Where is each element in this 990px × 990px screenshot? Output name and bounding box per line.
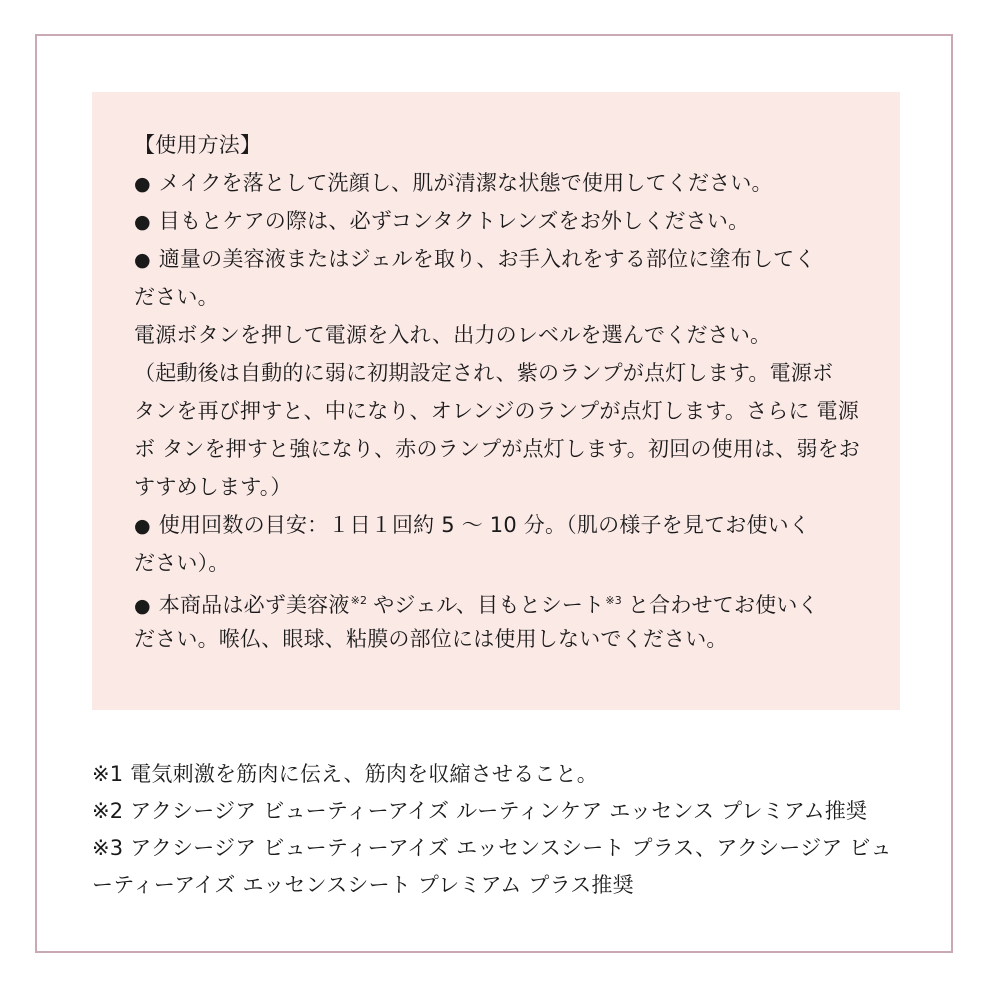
usage-text: すすめします。） [134, 475, 292, 499]
usage-text-continued: ださい）。 [134, 551, 230, 575]
footnote-ref: ※2 [350, 594, 368, 607]
footnote: ※1 電気刺激を筋肉に伝え、筋肉を収縮させること。 [92, 762, 598, 786]
usage-item [134, 582, 862, 620]
bullet-icon: ● [134, 249, 151, 271]
usage-text: メイクを落として洗顔し、肌が清潔な状態で使用してください。 [158, 171, 773, 195]
usage-text: 適量の美容液またはジェルを取り、お手入れをする部位に塗布してく [158, 247, 816, 271]
usage-text: 目もとケアの際は、必ずコンタクトレンズをお外しください。 [158, 209, 750, 233]
footnote: ※3 アクシージア ビューティーアイズ エッセンスシート プラス、アクシージア ビュ [92, 836, 892, 860]
usage-text: と合わせてお使いく [627, 593, 819, 617]
bullet-icon: ● [134, 173, 151, 195]
usage-text-continued: ださい。 [134, 285, 219, 309]
usage-item [134, 202, 862, 240]
footnotes [92, 756, 900, 904]
bullet-icon: ● [134, 595, 151, 617]
usage-instructions-panel [92, 92, 900, 710]
usage-text: やジェル、目もとシート [373, 593, 605, 617]
usage-heading: 【使用方法】 [134, 133, 262, 157]
usage-text: 本商品は必ず美容液 [158, 593, 350, 617]
bullet-icon: ● [134, 515, 151, 537]
usage-text: （起動後は自動的に弱に初期設定され、紫のランプが点灯します。電源ボ [134, 361, 834, 385]
usage-item [134, 164, 862, 202]
usage-text: 電源ボタンを押して電源を入れ、出力のレベルを選んでください。 [134, 323, 772, 347]
usage-item [134, 506, 862, 544]
usage-text-continued: ださい。喉仏、眼球、粘膜の部位には使用しないでください。 [134, 627, 728, 651]
bullet-icon: ● [134, 211, 151, 233]
usage-item [134, 240, 862, 278]
footnote: ーティーアイズ エッセンスシート プレミアム プラス推奨 [92, 873, 634, 897]
usage-text: タンを再び押すと、中になり、オレンジのランプが点灯します。さらに 電源 [134, 399, 859, 423]
usage-text: ボ タンを押すと強になり、赤のランプが点灯します。初回の使用は、弱をお [134, 437, 860, 461]
footnote-ref: ※3 [605, 594, 622, 607]
usage-text: 使用回数の目安：１日１回約 5 ～ 10 分。（肌の様子を見てお使いく [158, 513, 811, 537]
footnote: ※2 アクシージア ビューティーアイズ ルーティンケア エッセンス プレミアム推奨 [92, 799, 868, 823]
